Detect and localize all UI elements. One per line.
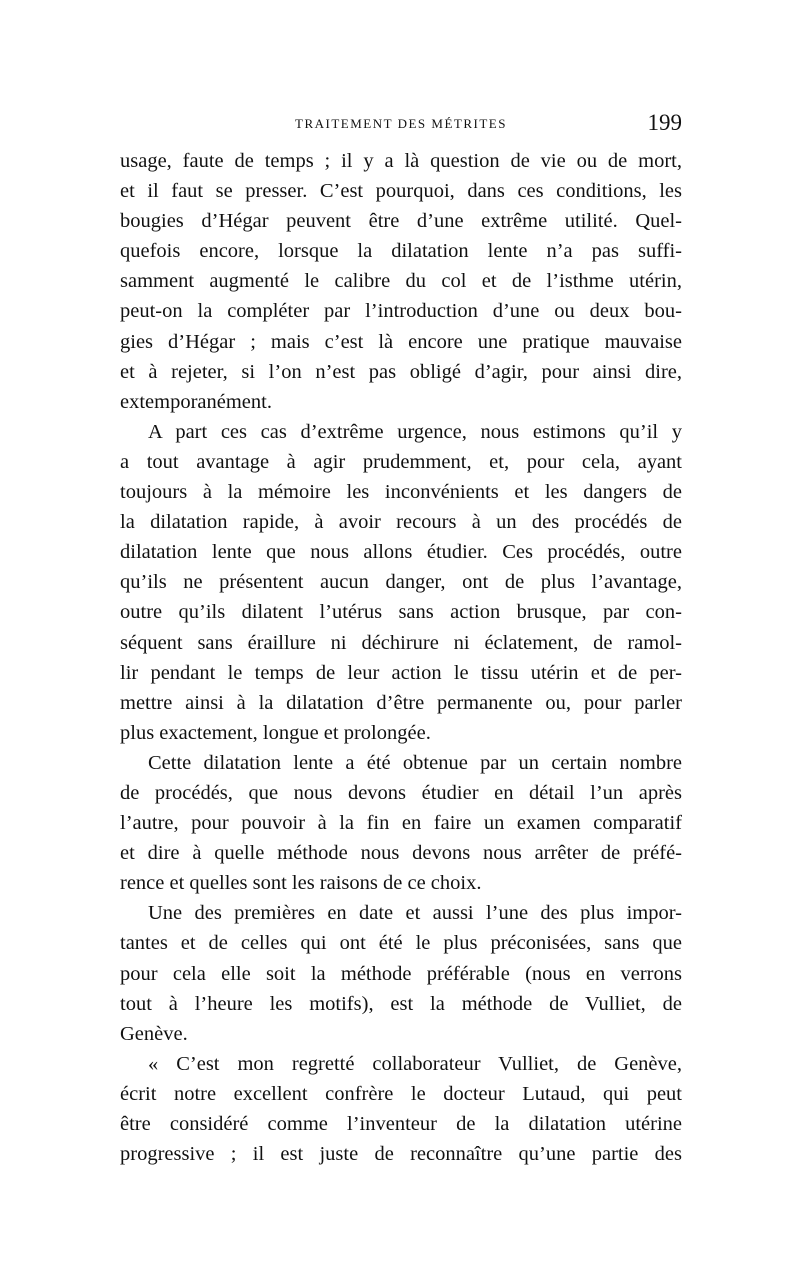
- running-title: TRAITEMENT DES MÉTRITES: [295, 116, 507, 131]
- body-text: [120, 146, 682, 1169]
- text-line: extemporanément.: [120, 390, 272, 413]
- page-number: 199: [647, 110, 682, 135]
- text-line: progressive ; il est juste de reconnaître qu’une partie des: [120, 1143, 682, 1166]
- text-line: et à rejeter, si l’on n’est pas obligé d’agir, pour ainsi dire,: [120, 360, 682, 383]
- text-line: la dilatation rapide, à avoir recours à un des procédés de: [120, 511, 682, 534]
- text-line: tout à l’heure les motifs), est la méthode de Vulliet, de: [120, 992, 682, 1015]
- text-line: séquent sans éraillure ni déchirure ni éclatement, de ramol-: [120, 631, 682, 654]
- text-line: plus exactement, longue et prolongée.: [120, 721, 431, 744]
- text-line: qu’ils ne présentent aucun danger, ont de plus l’avantage,: [120, 571, 682, 594]
- text-line: samment augmenté le calibre du col et de l’isthme utérin,: [120, 270, 682, 293]
- text-line: tantes et de celles qui ont été le plus préconisées, sans que: [120, 932, 682, 955]
- text-line: mettre ainsi à la dilatation d’être permanente ou, pour parler: [120, 691, 682, 714]
- text-line: lir pendant le temps de leur action le tissu utérin et de per-: [120, 661, 682, 684]
- text-line: de procédés, que nous devons étudier en détail l’un après: [120, 781, 682, 804]
- text-line: quefois encore, lorsque la dilatation lente n’a pas suffi-: [120, 240, 682, 263]
- running-header: [120, 112, 682, 142]
- text-line: « C’est mon regretté collaborateur Vulliet, de Genève,: [148, 1052, 682, 1075]
- text-line: gies d’Hégar ; mais c’est là encore une pratique mauvaise: [120, 330, 682, 353]
- text-line: Une des premières en date et aussi l’une des plus impor-: [148, 902, 682, 925]
- text-line: Genève.: [120, 1022, 188, 1045]
- text-line: outre qu’ils dilatent l’utérus sans action brusque, par con-: [120, 601, 682, 624]
- text-line: pour cela elle soit la méthode préférable (nous en verrons: [120, 962, 682, 985]
- text-line: Cette dilatation lente a été obtenue par un certain nombre: [148, 751, 682, 774]
- text-line: bougies d’Hégar peuvent être d’une extrême utilité. Quel-: [120, 210, 682, 233]
- text-line: usage, faute de temps ; il y a là question de vie ou de mort,: [120, 150, 682, 172]
- text-line: écrit notre excellent confrère le docteur Lutaud, qui peut: [120, 1082, 682, 1105]
- text-line: peut-on la compléter par l’introduction d’une ou deux bou-: [120, 300, 682, 323]
- text-line: toujours à la mémoire les inconvénients et les dangers de: [120, 481, 682, 504]
- text-line: rence et quelles sont les raisons de ce choix.: [120, 872, 482, 895]
- text-line: être considéré comme l’inventeur de la dilatation utérine: [120, 1113, 682, 1135]
- text-line: dilatation lente que nous allons étudier. Ces procédés, outre: [120, 541, 682, 564]
- text-line: et il faut se presser. C’est pourquoi, dans ces conditions, les: [120, 180, 682, 203]
- text-line: a tout avantage à agir prudemment, et, pour cela, ayant: [120, 450, 682, 473]
- text-line: A part ces cas d’extrême urgence, nous estimons qu’il y: [148, 420, 682, 443]
- text-line: et dire à quelle méthode nous devons nous arrêter de préfé-: [120, 842, 682, 865]
- text-line: l’autre, pour pouvoir à la fin en faire un examen comparatif: [120, 812, 682, 835]
